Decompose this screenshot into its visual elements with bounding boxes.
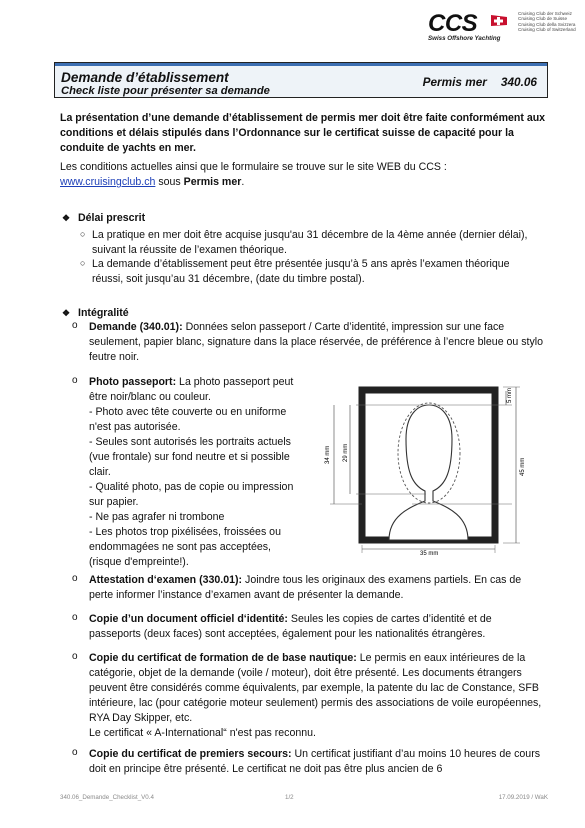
permis-number: 340.06 [500,75,537,89]
section-name: Permis mer [183,176,242,189]
ccs-logo [428,10,578,44]
circle-bullet-icon: o [72,375,78,386]
title-box [54,62,548,98]
section-integralite: ❖ Intégralité [62,307,129,319]
photo-requirements: Photo passeport: La photo passeport peut être noir/blanc ou couleur. - Photo avec tête couverte ou en uniforme n'est pas autorisée. - Seules sont autorisés les portraits actuels (vue frontale) sur fond neutre et si possible clair. - Qualité photo, pas de copie ou impression sur papier. - Ne pas agrafer ni trombone - Les photos trop pixélisées, froissées ou endommagées ne sont pas acceptées, (risque d'empreinte!). [89,376,294,569]
dim-face-label: 34 mm [325,445,331,464]
logo-brand: CCS [428,10,478,37]
circle-bullet-icon: o [72,651,78,662]
circle-bullet-icon: o [72,747,78,758]
passport-photo-diagram [316,381,546,556]
circle-bullet-icon: o [72,573,78,584]
conditions-text: Les conditions actuelles ainsi que le formulaire se trouve sur le site WEB du CCS : [60,161,447,173]
page-title: Demande d’établissement [61,70,229,85]
circle-bullet-icon: o [72,320,78,331]
diamond-bullet-icon: ❖ [62,213,71,223]
permis-reference [423,74,537,91]
dim-top-label: 5 mm [507,388,513,403]
conditions-paragraph: Les conditions actuelles ainsi que le formulaire se trouve sur le site WEB du CCS : www.cruisingclub.ch sous Permis mer. [60,161,447,189]
section-delai: ❖ Délai prescrit [62,212,146,224]
flag-icon [490,14,508,27]
dim-head-label: 29 mm [343,443,349,462]
dim-width-label: 35 mm [420,551,439,556]
footer-page-number: 1/2 [285,794,294,801]
intro-paragraph: La présentation d’une demande d’établissement de permis mer doit être faite conformément aux conditions et délais stipulés dans l’Ordonnance sur le certificat suisse de capacité pour la conduite de yachts en mer. [60,112,546,155]
circle-bullet-icon: ○ [80,229,86,239]
circle-bullet-icon: o [72,612,78,623]
footer-date: 17.09.2019 / WaK [498,794,548,801]
dim-height-label: 45 mm [520,457,526,476]
permis-label: Permis mer [422,75,487,89]
footer-doc-name: 340.06_Demande_Checklist_V0.4 [60,794,154,801]
logo-tagline: Swiss Offshore Yachting [428,35,501,42]
club-names: Cruising Club der Schweiz Cruising Club de Suisse Cruising Club della Svizzera Cruising Club of Switzerland [518,11,576,33]
circle-bullet-icon: ○ [80,258,86,268]
diamond-bullet-icon: ❖ [62,308,71,318]
page-subtitle: Check liste pour présenter sa demande [61,85,270,97]
website-link[interactable]: www.cruisingclub.ch [60,176,156,189]
